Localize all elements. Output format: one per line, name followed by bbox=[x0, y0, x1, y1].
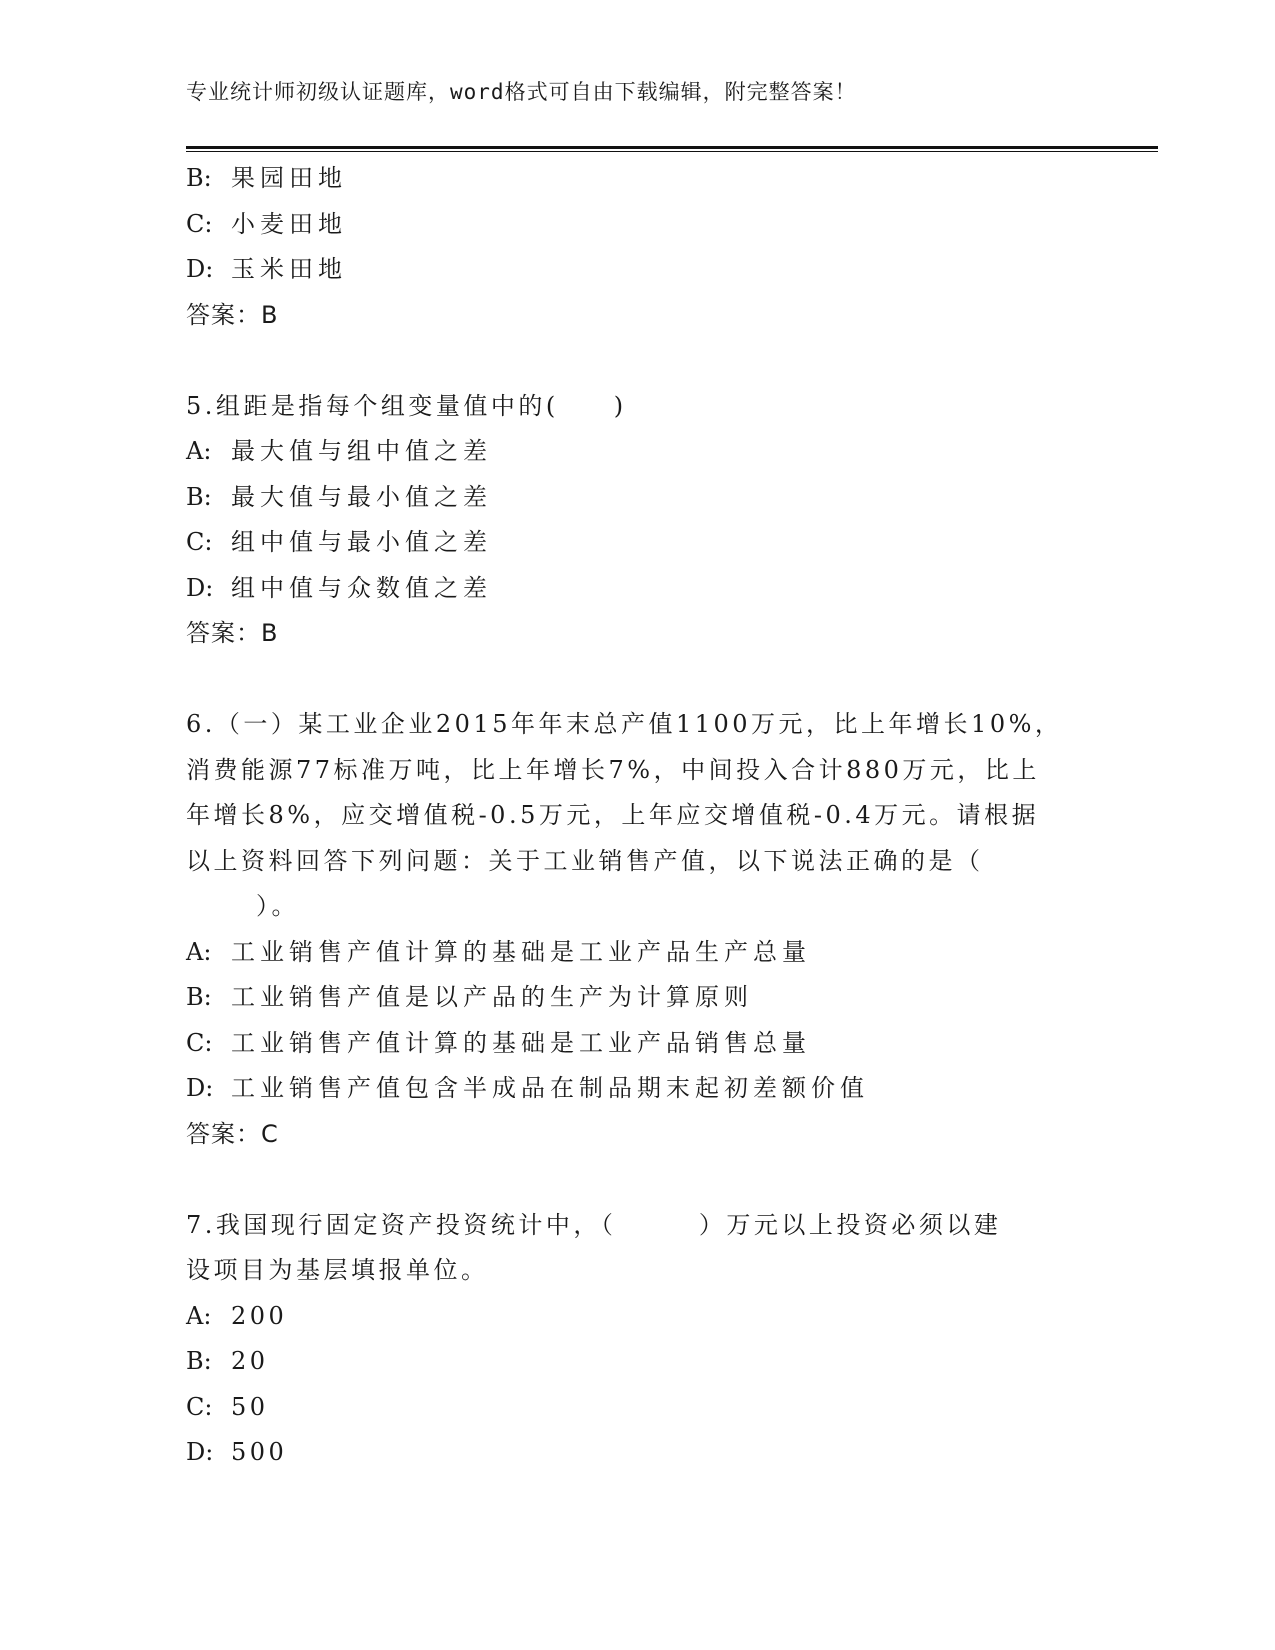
option-letter: A: bbox=[186, 437, 212, 465]
question-stem-line bbox=[186, 884, 1086, 930]
option-text: 小麦田地 bbox=[231, 209, 347, 238]
question-stem: 5.组距是指每个组变量值中的( ) bbox=[186, 391, 627, 420]
option-letter: B: bbox=[186, 1347, 212, 1375]
option-text: 工业销售产值计算的基础是工业产品销售总量 bbox=[231, 1028, 811, 1057]
option-letter: D: bbox=[186, 1074, 214, 1102]
question-stem-line: 消费能源77标准万吨，比上年增长7%，中间投入合计880万元，比上 bbox=[186, 755, 1040, 784]
question-stem-tail: ）。 bbox=[256, 892, 299, 920]
option-text: 工业销售产值计算的基础是工业产品生产总量 bbox=[231, 937, 811, 966]
option-row bbox=[186, 156, 1086, 202]
option-letter: D: bbox=[186, 573, 214, 602]
option-text: 组中值与最小值之差 bbox=[231, 528, 492, 556]
option-text: 果园田地 bbox=[231, 164, 347, 192]
option-letter: C: bbox=[186, 528, 213, 556]
option-letter: B: bbox=[186, 983, 212, 1011]
option-row bbox=[186, 1294, 1086, 1340]
header-rule-thin bbox=[186, 151, 1158, 152]
option-letter: A: bbox=[186, 1301, 212, 1330]
option-text: 500 bbox=[231, 1438, 288, 1466]
option-row bbox=[186, 520, 1086, 566]
page-header: 专业统计师初级认证题库，word格式可自由下载编辑，附完整答案！ bbox=[186, 80, 857, 104]
option-row bbox=[186, 247, 1086, 293]
answer-line: 答案：B bbox=[186, 619, 279, 647]
option-text: 20 bbox=[231, 1347, 269, 1375]
option-letter: B: bbox=[186, 482, 212, 511]
option-letter: D: bbox=[186, 255, 214, 283]
question-stem-line: 6.（一）某工业企业2015年年末总产值1100万元，比上年增长10%， bbox=[186, 710, 1063, 738]
question-stem-line: 设项目为基层填报单位。 bbox=[186, 1256, 489, 1284]
option-row bbox=[186, 1339, 1086, 1385]
option-letter: C: bbox=[186, 209, 213, 238]
option-text: 玉米田地 bbox=[231, 255, 347, 283]
option-row bbox=[186, 566, 1086, 612]
option-letter: A: bbox=[186, 937, 212, 966]
option-text: 工业销售产值是以产品的生产为计算原则 bbox=[231, 983, 753, 1011]
answer-line: 答案：C bbox=[186, 1119, 279, 1148]
header-rule-thick bbox=[186, 146, 1158, 149]
question-stem-line: 年增长8%，应交增值税-0.5万元，上年应交增值税-0.4万元。请根据 bbox=[186, 801, 1040, 829]
question-stem-line: 7.我国现行固定资产投资统计中，（ ）万元以上投资必须以建 bbox=[186, 1210, 1002, 1239]
option-text: 组中值与众数值之差 bbox=[231, 573, 492, 602]
option-row bbox=[186, 930, 1086, 976]
option-letter: D: bbox=[186, 1438, 214, 1466]
option-text: 200 bbox=[231, 1301, 288, 1330]
option-row bbox=[186, 1430, 1086, 1476]
option-letter: C: bbox=[186, 1028, 213, 1057]
option-row bbox=[186, 975, 1086, 1021]
option-row bbox=[186, 1066, 1086, 1112]
option-row bbox=[186, 1021, 1086, 1067]
option-text: 工业销售产值包含半成品在制品期末起初差额价值 bbox=[231, 1074, 869, 1102]
option-text: 50 bbox=[231, 1392, 269, 1421]
option-letter: B: bbox=[186, 164, 212, 192]
option-row bbox=[186, 429, 1086, 475]
answer-line: 答案：B bbox=[186, 300, 279, 329]
option-row bbox=[186, 475, 1086, 521]
option-text: 最大值与最小值之差 bbox=[231, 482, 492, 511]
option-row bbox=[186, 1385, 1086, 1431]
question-stem-line: 以上资料回答下列问题：关于工业销售产值，以下说法正确的是（ bbox=[186, 846, 984, 875]
option-text: 最大值与组中值之差 bbox=[231, 437, 492, 465]
option-letter: C: bbox=[186, 1392, 213, 1421]
option-row bbox=[186, 202, 1086, 248]
question-content bbox=[186, 156, 1086, 1476]
